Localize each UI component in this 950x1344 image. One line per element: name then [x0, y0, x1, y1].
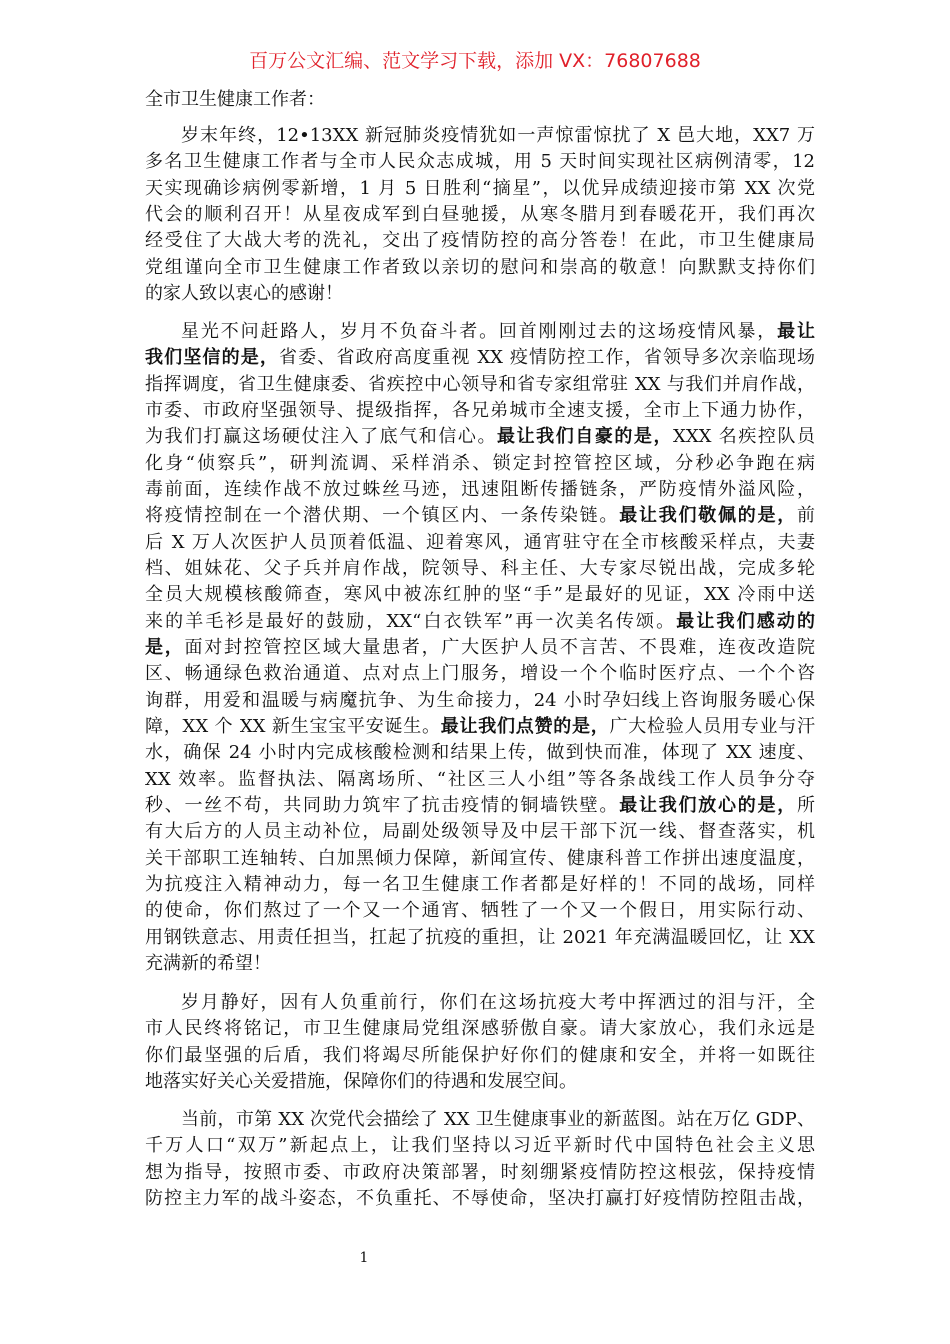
text-line: [145, 424, 815, 450]
text-line: [145, 345, 815, 371]
text-line: [145, 767, 815, 793]
text-run: 想为指导，按照市委、市政府决策部署，时刻绷紧疫情防控这根弦，保持疫情: [145, 1161, 815, 1183]
text-run: 充满新的希望！: [145, 952, 271, 974]
text-line: [145, 398, 815, 424]
text-line: [145, 1133, 815, 1159]
text-run: 关干部职工连轴转、白加黑倾力保障，新闻宣传、健康科普工作拼出速度温度，: [145, 847, 815, 869]
paragraph: [145, 990, 815, 1095]
text-line: [145, 609, 815, 635]
text-run: 党组谨向全市卫生健康工作者致以亲切的慰问和崇高的敬意！向默默支持你们: [145, 256, 815, 278]
text-run: 水，确保 24 小时内完成核酸检测和结果上传，做到快而准，体现了 XX 速度、: [145, 742, 815, 764]
text-line: [145, 1186, 815, 1212]
text-run: 所: [797, 794, 816, 816]
text-run: 广大检验人员用专业与汗: [609, 715, 816, 737]
text-line: [145, 255, 815, 281]
text-run: 指挥调度，省卫生健康委、省疾控中心领导和省专家组常驻 XX 与我们并肩作战，: [145, 373, 815, 395]
bold-emphasis: 我们坚信的是，: [145, 347, 280, 369]
text-run: 全员大规模核酸筛查，寒风中被冻红肿的坚“手”是最好的见证，XX 冷雨中送: [145, 584, 815, 606]
text-line: [145, 793, 815, 819]
salutation: 全市卫生健康工作者：: [145, 89, 325, 110]
text-run: 防控主力军的战斗姿态，不负重托、不辱使命，坚决打赢打好疫情防控阻击战，: [145, 1187, 815, 1209]
text-run: 前: [797, 505, 816, 527]
text-run: 地落实好关心关爱措施，保障你们的待遇和发展空间。: [145, 1070, 577, 1092]
text-run: 区、畅通绿色救治通道、点对点上门服务，增设一个个临时医疗点、一个个咨: [145, 663, 815, 685]
watermark-banner: 百万公文汇编、范文学习下载，添加 VX：76807688: [249, 50, 701, 72]
text-line: [145, 319, 815, 345]
paragraph: [145, 319, 815, 977]
bold-emphasis: 最让我们点赞的是，: [440, 715, 610, 737]
text-run: 天实现确诊病例零新增，1 月 5 日胜利“摘星”，以优异成绩迎接市第 XX 次党: [145, 177, 815, 199]
bold-emphasis: 最让: [777, 321, 816, 342]
text-run: 障，XX 个 XX 新生宝宝平安诞生。: [145, 715, 441, 737]
text-run: 后 X 万人次医护人员顶着低温、迎着寒风，通宵驻守在全市核酸采样点，夫妻: [145, 531, 815, 553]
text-line: [145, 1107, 815, 1133]
text-run: 询群，用爱和温暖与病魔抗争、为生命接力，24 小时孕妇线上咨询服务暖心保: [145, 689, 815, 711]
bold-emphasis: 最让我们敬佩的是，: [619, 505, 798, 527]
text-line: [145, 1043, 815, 1069]
text-run: 省委、省政府高度重视 XX 疫情防控工作，省领导多次亲临现场: [279, 347, 815, 369]
text-run: 面对封控管控区域大量患者，广大医护人员不言苦、不畏难，连夜改造院: [184, 636, 815, 658]
text-line: [145, 123, 815, 149]
text-run: 毒前面，连续作战不放过蛛丝马迹，迅速阻断传播链条，严防疫情外溢风险，: [145, 478, 815, 500]
text-run: 的使命，你们熬过了一个又一个通宵、牺牲了一个又一个假日，用实际行动、: [145, 900, 815, 922]
text-line: [145, 925, 815, 951]
text-run: 市人民终将铭记，市卫生健康局党组深感骄傲自豪。请大家放心，我们永远是: [145, 1018, 815, 1040]
text-run: 多名卫生健康工作者与全市人民众志成城，用 5 天时间实现社区病例清零，12: [145, 151, 815, 173]
text-run: 你们最坚强的后盾，我们将竭尽所能保护好你们的健康和安全，并将一如既往: [145, 1044, 815, 1066]
bold-emphasis: 最让我们自豪的是，: [497, 426, 674, 448]
text-run: 有大后方的人员主动补位，局副处级领导及中层干部下沉一线、督查落实，机: [145, 821, 815, 843]
text-line: [145, 819, 815, 845]
text-line: [145, 1069, 815, 1095]
text-run: 为我们打赢这场硬仗注入了底气和信心。: [145, 426, 498, 448]
paragraph: [145, 1107, 815, 1212]
text-run: 档、姐妹花、父子兵并肩作战，院领导、科主任、大专家尽锐出战，完成多轮: [145, 557, 815, 579]
text-run: 岁末年终，12•13XX 新冠肺炎疫情犹如一声惊雷惊扰了 X 邑大地，XX7 万: [181, 125, 815, 146]
text-line: [145, 582, 815, 608]
text-line: [145, 990, 815, 1016]
text-run: 来的羊毛衫是最好的鼓励，XX“白衣铁军”再一次美名传颂。: [145, 610, 677, 632]
text-run: 市委、市政府坚强领导、提级指挥，各兄弟城市全速支援，全市上下通力协作，: [145, 399, 815, 421]
text-run: 将疫情控制在一个潜伏期、一个镇区内、一条传染链。: [145, 505, 620, 527]
text-run: 岁月静好，因有人负重前行，你们在这场抗疫大考中挥洒过的泪与汗，全: [181, 992, 815, 1013]
text-line: [145, 556, 815, 582]
text-line: [145, 846, 815, 872]
text-line: [145, 661, 815, 687]
text-line: [145, 503, 815, 529]
text-run: 秒、一丝不苟，共同助力筑牢了抗击疫情的铜墙铁壁。: [145, 794, 620, 816]
text-run: 化身“侦察兵”，研判流调、采样消杀、锁定封控管控区域，分秒必争跑在病: [145, 452, 815, 474]
text-line: [145, 202, 815, 228]
text-run: 千万人口“双万”新起点上，让我们坚持以习近平新时代中国特色社会主义思: [145, 1135, 815, 1157]
text-run: XX 效率。监督执法、隔离场所、“社区三人小组”等各条战线工作人员争分夺: [145, 768, 815, 790]
text-line: [145, 1016, 815, 1042]
page-number: 1: [359, 1250, 369, 1266]
text-line: [145, 688, 815, 714]
text-run: 经受住了大战大考的洗礼，交出了疫情防控的高分答卷！在此，市卫生健康局: [145, 230, 815, 252]
text-line: [145, 228, 815, 254]
text-run: 星光不问赶路人，岁月不负奋斗者。回首刚刚过去的这场疫情风暴，: [181, 321, 778, 342]
text-run: 为抗疫注入精神动力，每一名卫生健康工作者都是好样的！不同的战场，同样: [145, 873, 815, 895]
text-line: [145, 530, 815, 556]
text-line: [145, 149, 815, 175]
text-line: [145, 477, 815, 503]
text-line: [145, 1160, 815, 1186]
text-line: [145, 372, 815, 398]
text-line: [145, 451, 815, 477]
bold-emphasis: 最让我们放心的是，: [619, 794, 798, 816]
bold-emphasis: 最让我们感动的: [676, 610, 816, 632]
text-line: [145, 898, 815, 924]
text-run: 的家人致以衷心的感谢！: [145, 282, 343, 304]
text-line: [145, 872, 815, 898]
text-run: 代会的顺利召开！从星夜成军到白昼驰援，从寒冬腊月到春暖花开，我们再次: [145, 203, 815, 225]
text-line: [145, 740, 815, 766]
text-line: [145, 714, 815, 740]
text-line: [145, 951, 815, 977]
paragraph: [145, 123, 815, 307]
text-run: 当前，市第 XX 次党代会描绘了 XX 卫生健康事业的新蓝图。站在万亿 GDP、: [181, 1109, 815, 1130]
text-run: 用钢铁意志、用责任担当，扛起了抗疫的重担，让 2021 年充满温暖回忆，让 XX: [145, 926, 815, 948]
text-line: [145, 176, 815, 202]
text-line: [145, 635, 815, 661]
text-run: XXX 名疾控队员: [673, 426, 815, 448]
bold-emphasis: 是，: [145, 636, 185, 658]
text-line: [145, 281, 815, 307]
